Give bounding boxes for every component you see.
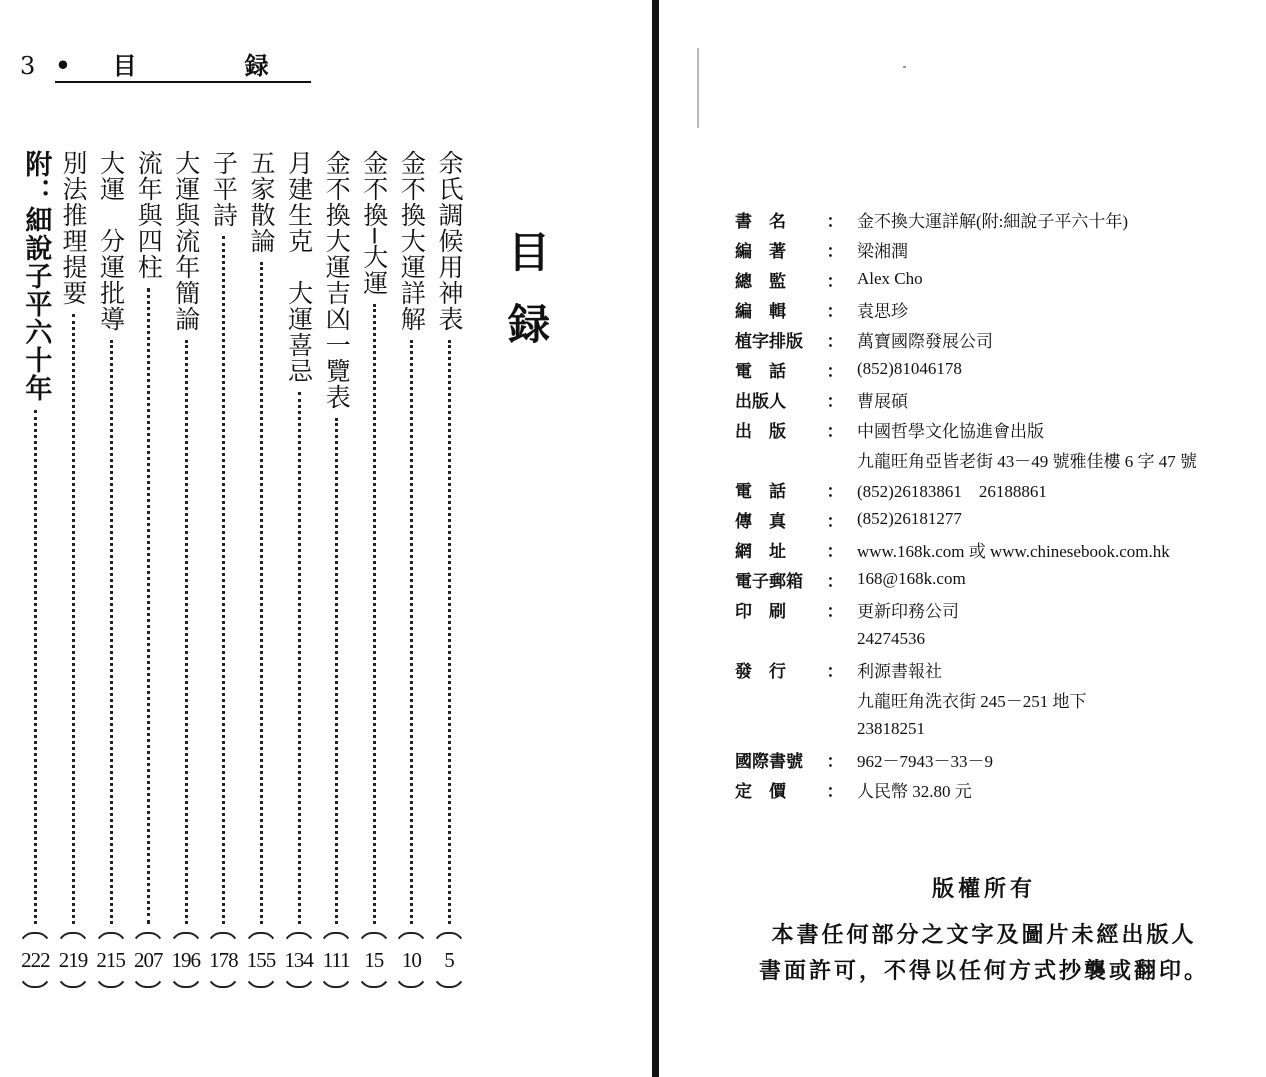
- dot-leader: [147, 288, 150, 924]
- colophon-separator: ：: [826, 541, 844, 562]
- toc-entry: [244, 150, 278, 988]
- dot-leader: [448, 340, 451, 924]
- colophon-separator: ：: [826, 421, 844, 442]
- colophon-value: 利源書報社: [857, 661, 942, 681]
- colophon-separator: ：: [826, 601, 844, 622]
- colophon-value: 人民幣 32.80 元: [857, 781, 972, 801]
- colophon-value: (852)26181277: [857, 509, 962, 528]
- colophon-value: (852)81046178: [857, 359, 962, 378]
- colophon-label: 植字排版: [735, 331, 803, 352]
- toc-page-number: 178: [204, 932, 242, 988]
- book-spine: [652, 0, 659, 1077]
- colophon-value: 962－7943－33－9: [857, 751, 993, 771]
- toc-big-title: 目録: [502, 230, 551, 374]
- colophon-value: (852)26183861 26188861: [857, 481, 1047, 501]
- colophon-row: [735, 444, 1197, 474]
- colophon-label: 出版人: [735, 391, 786, 412]
- header-title: •目 録: [55, 46, 310, 83]
- colophon-row: [735, 744, 1197, 774]
- dot-leader: [72, 314, 75, 924]
- colophon-value: 168@168k.com: [857, 569, 966, 588]
- colophon-value: 金不換大運詳解(附:細說子平六十年): [857, 211, 1129, 231]
- colophon-value: 九龍旺角洗衣街 245－251 地下: [857, 691, 1087, 711]
- toc-page-number: 134: [280, 932, 318, 988]
- colophon-separator: ：: [826, 361, 844, 382]
- colophon-separator: ：: [826, 331, 844, 352]
- toc-entry: [56, 150, 90, 988]
- dot-leader: [335, 418, 338, 924]
- colophon: [735, 204, 1197, 804]
- toc-entry-title: 金不換大運詳解: [397, 150, 427, 332]
- colophon-row: [735, 324, 1197, 354]
- toc-page-number: 5: [430, 932, 468, 988]
- colophon-row: [735, 414, 1197, 444]
- toc-page-number: 15: [355, 932, 393, 988]
- colophon-row: [735, 624, 1197, 654]
- page-number: 3: [20, 52, 36, 80]
- colophon-value: 更新印務公司: [857, 601, 959, 621]
- dot-leader: [222, 236, 225, 924]
- toc-entry-title: 流年與四柱: [134, 150, 164, 280]
- colophon-label: 傳 真: [735, 511, 786, 532]
- colophon-value: 萬寶國際發展公司: [857, 331, 993, 351]
- dot-leader: [34, 410, 37, 924]
- toc-page-number: 155: [242, 932, 280, 988]
- right-page: [659, 0, 1266, 1077]
- dot-leader: [410, 340, 413, 924]
- colophon-row: [735, 294, 1197, 324]
- colophon-row: [735, 534, 1197, 564]
- toc-entry: [94, 150, 128, 988]
- colophon-value: Alex Cho: [857, 269, 923, 288]
- toc-entry-title: 附：細說子平六十年: [20, 150, 52, 402]
- colophon-row: [735, 354, 1197, 384]
- colophon-row: [735, 264, 1197, 294]
- colophon-separator: ：: [826, 241, 844, 262]
- dot-leader: [110, 340, 113, 924]
- colophon-row: [735, 504, 1197, 534]
- colophon-value: 中國哲學文化協進會出版: [857, 421, 1044, 441]
- colophon-row: [735, 474, 1197, 504]
- toc-entry-title: 別法推理提要: [59, 150, 88, 306]
- colophon-row: [735, 234, 1197, 264]
- toc-page-number: 196: [167, 932, 205, 988]
- colophon-label: 印 刷: [735, 601, 786, 622]
- toc-entry-title: 余氏調候用神表: [435, 150, 464, 332]
- toc-entry-title: 月建生克 大運喜忌: [284, 150, 314, 384]
- toc-page-number: 219: [54, 932, 92, 988]
- dot-leader: [185, 340, 188, 924]
- colophon-row: [735, 684, 1197, 714]
- colophon-label: 電 話: [735, 481, 786, 502]
- toc-page-number: 222: [16, 932, 54, 988]
- toc-entry: [319, 150, 353, 988]
- toc-entry-title: 大運 分運批導: [96, 150, 126, 332]
- toc-page-number: 215: [92, 932, 130, 988]
- colophon-row: [735, 594, 1197, 624]
- toc-entry-title: 五家散論: [247, 150, 276, 254]
- toc-entry-title: 金不換─大運: [359, 150, 389, 297]
- colophon-label: 編 著: [735, 241, 786, 262]
- dot-leader: [373, 304, 376, 924]
- toc-entry: [357, 150, 391, 988]
- scan-mark: [697, 48, 699, 128]
- copyright-title: 版權所有: [931, 876, 1036, 902]
- colophon-separator: ：: [826, 571, 844, 592]
- toc-entry: [18, 150, 52, 988]
- colophon-value: 梁湘潤: [857, 241, 908, 261]
- colophon-label: 網 址: [735, 541, 786, 562]
- toc-entry: [394, 150, 428, 988]
- toc-entry: [206, 150, 240, 988]
- colophon-row: [735, 204, 1197, 234]
- copyright-line: 本書任何部分之文字及圖片未經出版人: [771, 922, 1197, 948]
- colophon-label: 書 名: [735, 211, 786, 232]
- toc-entry-title: 大運與流年簡論: [171, 150, 201, 332]
- colophon-label: 總 監: [735, 271, 786, 292]
- colophon-row: [735, 384, 1197, 414]
- colophon-separator: ：: [826, 511, 844, 532]
- colophon-value: 24274536: [857, 629, 925, 648]
- toc-entry: [131, 150, 165, 988]
- scan-speck: [903, 66, 906, 68]
- colophon-label: 發 行: [735, 661, 786, 682]
- colophon-value: 九龍旺角亞皆老街 43－49 號雅佳樓 6 字 47 號: [857, 451, 1197, 471]
- toc-entry: [282, 150, 316, 988]
- toc-entry: [432, 150, 466, 988]
- colophon-row: [735, 564, 1197, 594]
- colophon-row: [735, 774, 1197, 804]
- colophon-separator: ：: [826, 301, 844, 322]
- dot-leader: [298, 392, 301, 924]
- toc-entry: [169, 150, 203, 988]
- colophon-separator: ：: [826, 391, 844, 412]
- copyright-notice: [759, 872, 1209, 989]
- toc-page-number: 111: [317, 932, 355, 988]
- colophon-value: 曹展碩: [857, 391, 908, 411]
- toc-page-number: 207: [129, 932, 167, 988]
- colophon-value: www.168k.com 或 www.chinesebook.com.hk: [857, 541, 1170, 561]
- colophon-label: 國際書號: [735, 751, 803, 772]
- colophon-separator: ：: [826, 661, 844, 682]
- colophon-row: [735, 654, 1197, 684]
- colophon-label: 電子郵箱: [735, 571, 803, 592]
- copyright-line: 書面許可，不得以任何方式抄襲或翻印。: [759, 958, 1210, 984]
- dot-leader: [260, 262, 263, 924]
- colophon-separator: ：: [826, 751, 844, 772]
- colophon-value: 23818251: [857, 719, 925, 738]
- toc-entry-title: 子平詩: [209, 150, 239, 228]
- colophon-label: 編 輯: [735, 301, 786, 322]
- colophon-label: 電 話: [735, 361, 786, 382]
- colophon-separator: ：: [826, 781, 844, 802]
- colophon-row: [735, 714, 1197, 744]
- colophon-separator: ：: [826, 211, 844, 232]
- colophon-label: 定 價: [735, 781, 786, 802]
- colophon-separator: ：: [826, 271, 844, 292]
- colophon-label: 出 版: [735, 421, 786, 442]
- toc-page-number: 10: [392, 932, 430, 988]
- running-header: [20, 46, 311, 83]
- colophon-value: 袁思珍: [857, 301, 908, 321]
- colophon-separator: ：: [826, 481, 844, 502]
- toc-entry-title: 金不換大運吉凶一覽表: [322, 150, 352, 410]
